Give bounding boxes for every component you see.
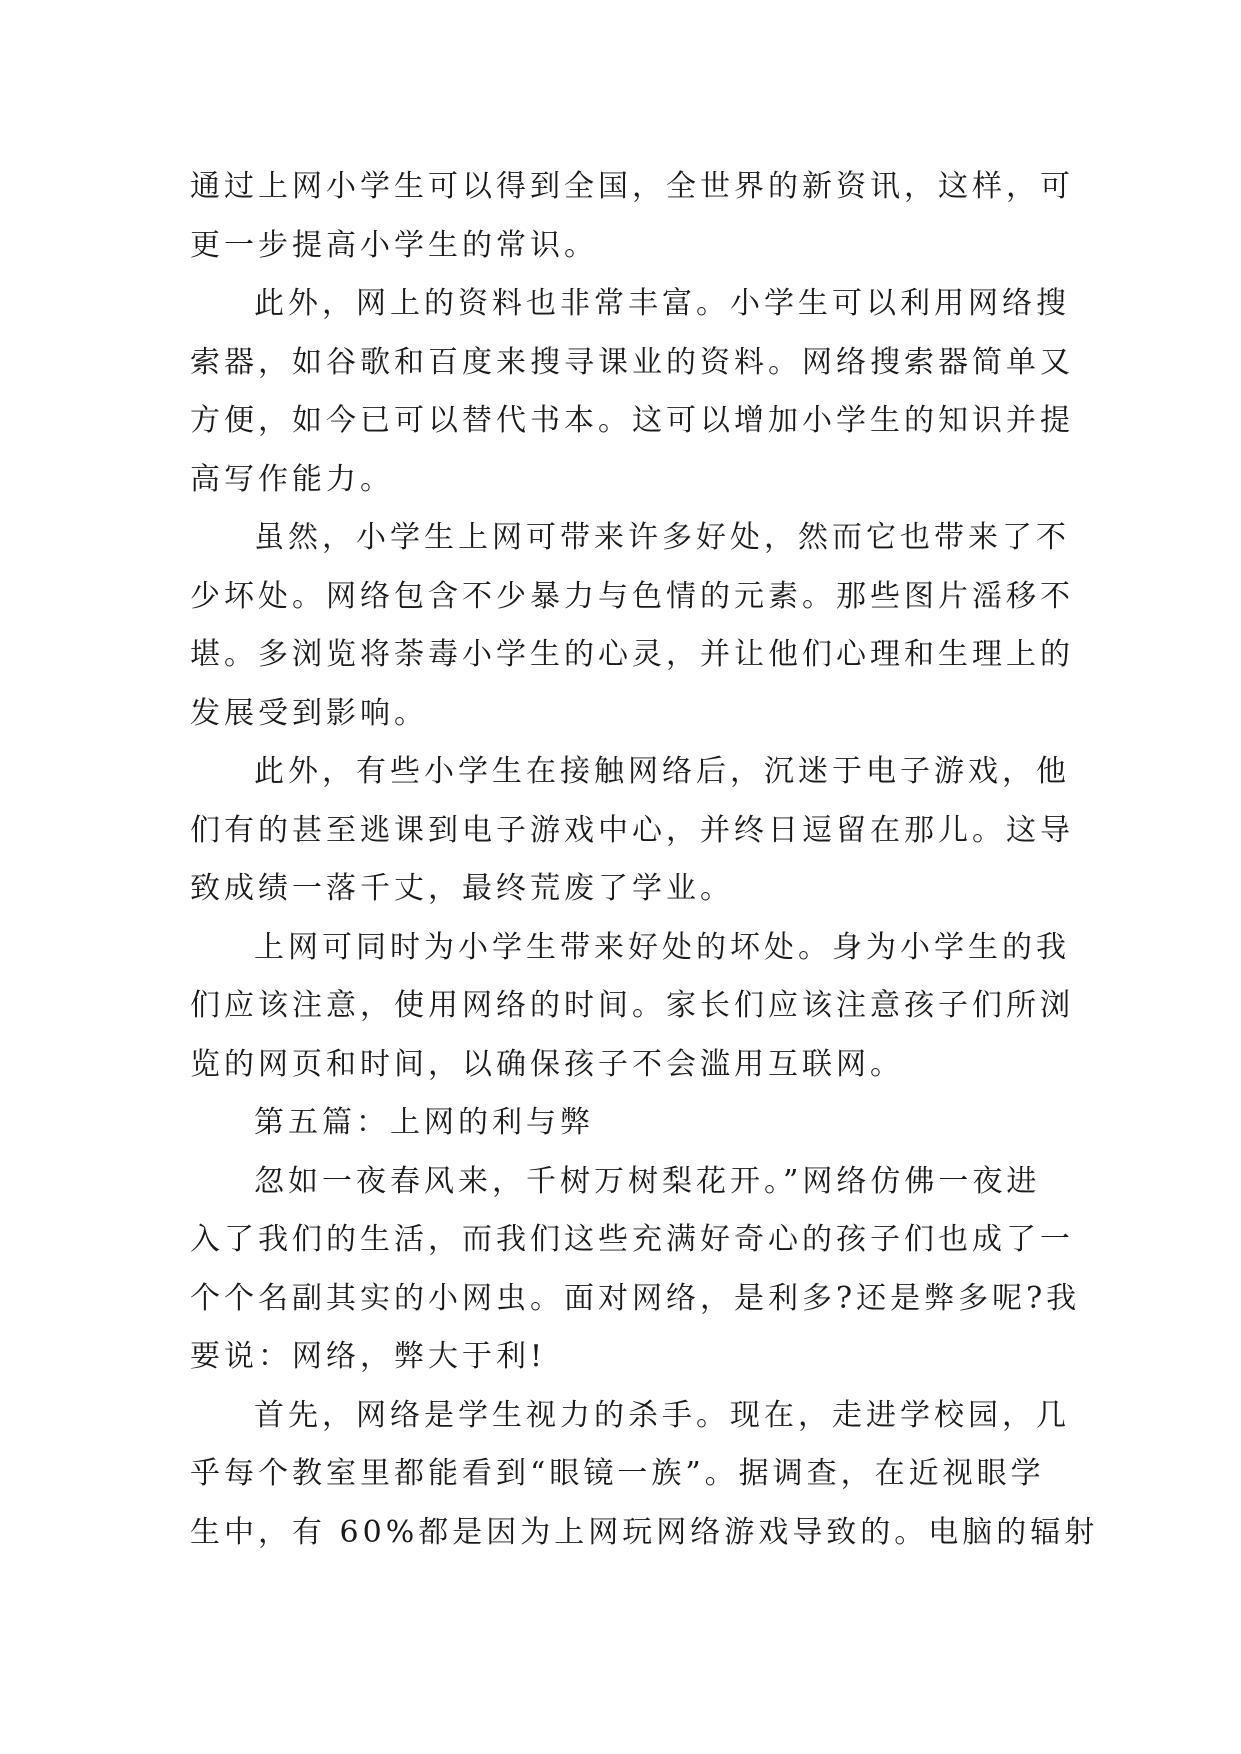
text-line: 入了我们的生活，而我们这些充满好奇心的孩子们也成了一 [190,1222,1074,1257]
text-line: 发展受到影响。 [190,695,428,731]
text-line: 通过上网小学生可以得到全国，全世界的新资讯，这样，可 [190,169,1074,204]
text-line: 首先，网络是学生视力的杀手。现在，走进学校园，几 [254,1397,1070,1433]
text-line: 上网可同时为小学生带来好处的坏处。身为小学生的我 [254,929,1070,965]
text-line: 更一步提高小学生的常识。 [190,227,598,263]
text-line: 索器，如谷歌和百度来搜寻课业的资料。网络搜索器简单又 [190,344,1074,380]
text-line: 堪。多浏览将荼毒小学生的心灵，并让他们心理和生理上的 [190,637,1074,672]
document-body [190,158,1099,1562]
text-line: 少坏处。网络包含不少暴力与色情的元素。那些图片滛移不 [190,578,1074,614]
text-line: 高写作能力。 [190,461,394,497]
section-heading: 第五篇：上网的利与弊 [254,1105,594,1140]
text-line: 们应该注意，使用网络的时间。家长们应该注意孩子们所浏 [190,988,1074,1023]
text-line: 乎每个教室里都能看到“眼镜一族”。据调查，在近视眼学 [190,1456,1045,1491]
text-line: 个个名副其实的小网虫。面对网络，是利多?还是弊多呢?我 [190,1280,1081,1316]
text-line: 致成绩一落千丈，最终荒废了学业。 [190,871,734,906]
text-line: 忽如一夜春风来，千树万树梨花开。”网络仿佛一夜进 [254,1163,1041,1199]
text-line: 此外，有些小学生在接触网络后，沉迷于电子游戏，他 [254,754,1070,789]
text-line: 们有的甚至逃课到电子游戏中心，并终日逗留在那儿。这导 [190,812,1074,848]
text-line: 要说：网络，弊大于利! [190,1339,547,1374]
text-line: 生中，有 60%都是因为上网玩网络游戏导致的。电脑的辐射 [190,1514,1099,1550]
text-line: 虽然，小学生上网可带来许多好处，然而它也带来了不 [254,520,1070,555]
text-line: 览的网页和时间，以确保孩子不会滥用互联网。 [190,1046,904,1082]
text-line: 方便，如今已可以替代书本。这可以增加小学生的知识并提 [190,403,1074,438]
text-line: 此外，网上的资料也非常丰富。小学生可以利用网络搜 [254,286,1070,321]
